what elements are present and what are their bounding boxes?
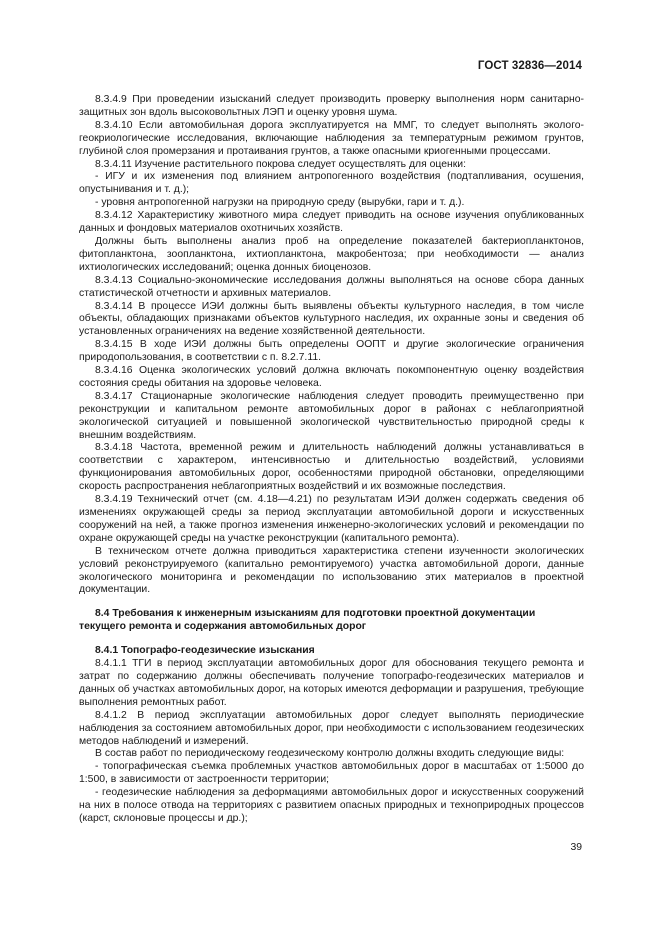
document-code: ГОСТ 32836—2014 <box>477 60 582 72</box>
subsection-heading-8-4-1: 8.4.1 Топографо-геодезические изыскания <box>95 645 315 657</box>
paragraph-8-3-4-12: 8.3.4.12 Характеристику животного мира следует приводить на основе изучения опубликованных данных и фондовых материалов охотничьих хозяйств. <box>79 210 584 235</box>
page-number: 39 <box>570 842 582 853</box>
paragraph-8-4-1-2: 8.4.1.2 В период эксплуатации автомобильных дорог следует выполнять периодические наблюдения за состоянием автомобильных дорог, при необходимости с использованием геодезических методов наблюдений и измерений. <box>79 709 584 747</box>
list-item: - уровня антропогенной нагрузки на природную среду (вырубки, гари и т. д.). <box>95 197 465 209</box>
paragraph: Должны быть выполнены анализ проб на определение показателей бактериопланктонов, фитопланктона, зоопланктона, ихтиопланктона, макробентоза; при необходимости — анализ ихтиологических исследований; оценка донных биоценозов. <box>79 235 584 273</box>
paragraph-8-3-4-15: 8.3.4.15 В ходе ИЭИ должны быть определены ООПТ и другие экологические ограничения природопользования, в соответствии с п. 8.2.7.11. <box>79 339 584 364</box>
paragraph-8-3-4-14: 8.3.4.14 В процессе ИЭИ должны быть выявлены объекты культурного наследия, в том числе объекты, обладающих признаками объектов культурного наследия, их охранные зоны и сведения об установленных ограничениях на ведение хозяйственной деятельности. <box>79 300 584 338</box>
paragraph-8-3-4-17: 8.3.4.17 Стационарные экологические наблюдения следует проводить преимущественно при реконструкции и капитальном ремонте автомобильных дорог в районах с неблагоприятной экологической ситуацией и повышенной экологической чувствительностью природной среды к внешним воздействиям. <box>79 390 584 441</box>
paragraph-8-3-4-19: 8.3.4.19 Технический отчет (см. 4.18—4.21) по результатам ИЭИ должен содержать сведения об изменениях окружающей среды за период эксплуатации автомобильной дороги и искусственных сооружений на ней, а также прогноз изменения инженерно-экологических условий и рекомендации по охране окружающей среды на участке реконструкции (капитального ремонта). <box>79 494 584 544</box>
paragraph: В техническом отчете должна приводиться характеристика степени изученности экологических условий реконструируемого (капитально ремонтируемого) участка автомобильной дороги, данные экологического мониторинга и рекомендации по использованию этих материалов в проектной документации. <box>79 545 584 596</box>
list-item: - ИГУ и их изменения под влиянием антропогенного воздействия (подтапливания, осушения, опустынивания и т. д.); <box>79 171 584 196</box>
paragraph-8-3-4-18: 8.3.4.18 Частота, временной режим и длительность наблюдений должны устанавливаться в соответствии с характером, интенсивностью и длительностью воздействий, условиями функционирования автомобильных дорог, особенностями природной обстановки, определяющими скорость распространения неблагоприятных воздействий и их возможные последствия. <box>79 442 584 493</box>
paragraph-8-4-1-1: 8.4.1.1 ТГИ в период эксплуатации автомобильных дорог для обоснования текущего ремонта и затрат по содержанию должны обеспечивать получение топографо-геодезических материалов и данных об участках автомобильных дорог, на которых имеются деформации и разрушения, требующие выполнения ремонтных работ. <box>79 658 584 708</box>
paragraph-8-3-4-11: 8.3.4.11 Изучение растительного покрова следует осуществлять для оценки: <box>95 158 466 170</box>
section-heading-8-4: 8.4 Требования к инженерным изысканиям для подготовки проектной документации текущего ремонта и содержания автомобильных дорог <box>79 608 536 633</box>
paragraph-8-3-4-10: 8.3.4.10 Если автомобильная дорога эксплуатируется на ММГ, то следует выполнять эколого-геокриологические исследования, включающие наблюдения за температурным режимом грунтов, глубиной слоя промерзания и протаивания грунтов, а также опасными криогенными процессами. <box>79 119 584 157</box>
paragraph-8-3-4-13: 8.3.4.13 Социально-экономические исследования должны выполняться на основе сбора данных статистической отчетности и архивных материалов. <box>79 274 584 299</box>
list-item: - топографическая съемка проблемных участков автомобильных дорог в масштабах от 1:5000 до 1:500, в зависимости от застроенности территории; <box>79 761 584 786</box>
paragraph-8-3-4-9: 8.3.4.9 При проведении изысканий следует производить проверку выполнения норм санитарно-защитных зон вдоль высоковольтных ЛЭП и оценку уровня шума. <box>79 94 584 118</box>
paragraph-8-3-4-16: 8.3.4.16 Оценка экологических условий должна включать покомпонентную оценку воздействия состояния среды обитания на здоровье человека. <box>79 365 584 389</box>
document-body <box>79 94 584 826</box>
list-item: - геодезические наблюдения за деформациями автомобильных дорог и искусственных сооружений на них в полосе отвода на территориях с развитием опасных природных и техноприродных процессов (карст, склоновые процессы и др.); <box>79 787 584 824</box>
paragraph: В состав работ по периодическому геодезическому контролю должны входить следующие виды: <box>95 748 565 760</box>
